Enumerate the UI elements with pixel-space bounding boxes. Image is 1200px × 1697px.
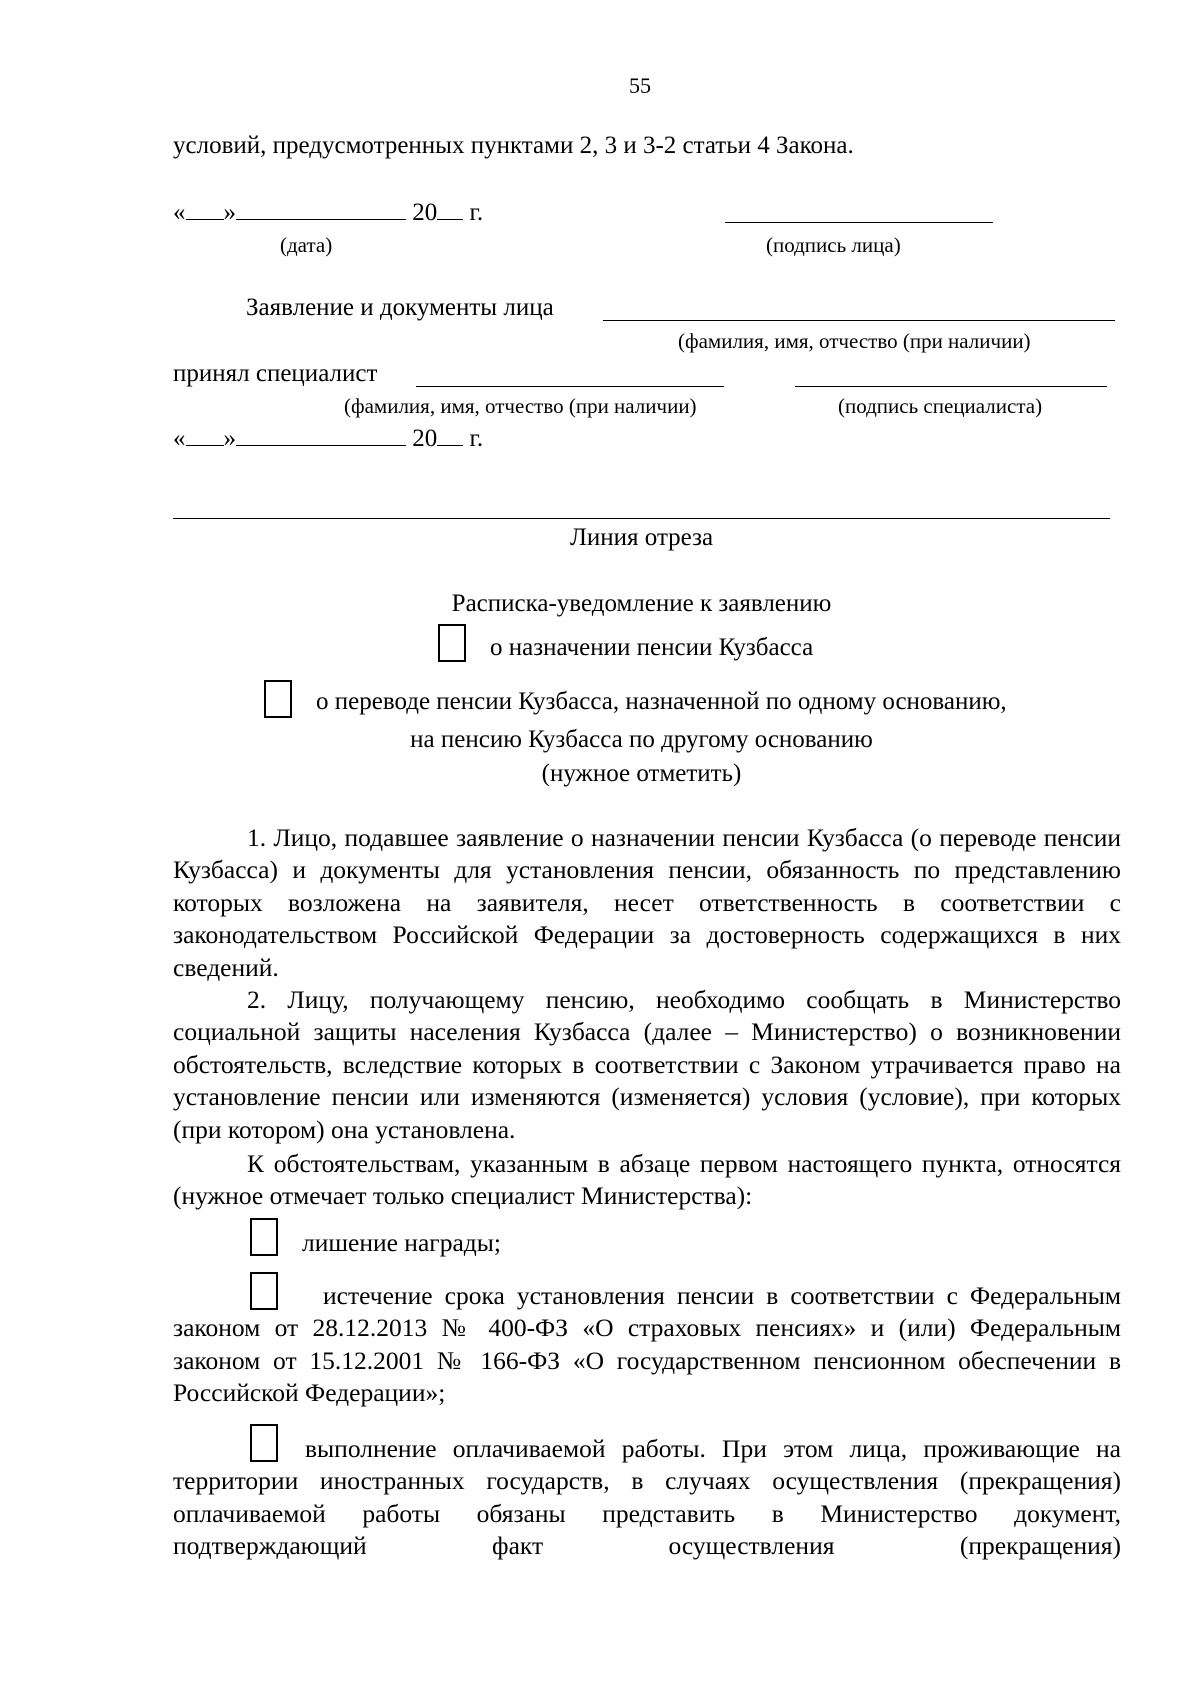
option-transfer-checkbox[interactable] bbox=[264, 680, 292, 718]
paragraph-1: 1. Лицо, подавшее заявление о назначении пенсии Кузбасса (о переводе пенсии Кузбасса) и документы для установления пенсии, обязанность по представлению которых возложена на заявителя, несет ответственность в соответствии с законодательством Российской Федерации за достоверность содержащихся в них сведений. bbox=[173, 823, 1121, 982]
mark-note: (нужное отметить) bbox=[541, 760, 742, 787]
month-blank bbox=[236, 197, 406, 220]
year-blank bbox=[437, 197, 463, 220]
cut-line bbox=[173, 518, 1110, 519]
date-line-1 bbox=[173, 197, 483, 229]
option-transfer-label-line1: о переводе пенсии Кузбасса, назначенной по одному основанию, bbox=[316, 688, 1007, 715]
specialist-fio-line bbox=[416, 386, 724, 387]
quote-close: » bbox=[223, 199, 236, 226]
applicant-fio-line bbox=[603, 320, 1115, 321]
paragraph-2: 2. Лицу, получающему пенсию, необходимо сообщать в Министерство социальной защиты населения Кузбасса (далее – Министерство) о возникновении обстоятельств, вследствие которых в соответствии с Законом утрачивается право на установление пенсии или изменяются (изменяется) условия (условие), при которых (при котором) она установлена. bbox=[173, 985, 1121, 1144]
paragraph-3: К обстоятельствам, указанным в абзаце первом настоящего пункта, относятся (нужное отмечает только специалист Министерства): bbox=[173, 1149, 1121, 1211]
specialist-signature-line bbox=[795, 386, 1107, 387]
item-award-checkbox[interactable] bbox=[250, 1218, 278, 1256]
person-signature-line bbox=[725, 222, 993, 223]
year-prefix-2: 20 bbox=[412, 425, 438, 452]
year-blank-2 bbox=[437, 423, 463, 446]
quote-open-2: « bbox=[173, 425, 186, 452]
receipt-title: Расписка-уведомление к заявлению bbox=[451, 590, 832, 617]
day-blank bbox=[186, 197, 224, 220]
applicant-docs-label: Заявление и документы лица bbox=[246, 294, 554, 321]
item-term-label: истечение срока установления пенсии в соответствии с Федеральным законом от 28.12.2013 № 400-ФЗ «О страховых пенсиях» и (или) Федеральным законом от 15.12.2001 № 166-ФЗ «О государственном пенсионном обеспечении в Российской Федерации»; bbox=[173, 1281, 1121, 1408]
month-blank-2 bbox=[236, 423, 406, 446]
accepted-by-label: принял специалист bbox=[173, 360, 378, 387]
day-blank-2 bbox=[186, 423, 224, 446]
item-work-label: выполнение оплачиваемой работы. При этом лица, проживающие на территории иностранных государств, в случаях осуществления (прекращения) оплачиваемой работы обязаны представить в Министерство документ, подтверждающий факт осуществления (прекращения) bbox=[173, 1434, 1121, 1561]
specialist-fio-label: (фамилия, имя, отчество (при наличии) bbox=[344, 394, 697, 418]
option-assign-label: о назначении пенсии Кузбасса bbox=[490, 634, 814, 661]
date-label: (дата) bbox=[280, 233, 333, 257]
item-award-label: лишение награды; bbox=[302, 1228, 501, 1257]
option-transfer-label-line2: на пенсию Кузбасса по другому основанию bbox=[410, 726, 873, 753]
person-signature-label: (подпись лица) bbox=[766, 233, 901, 257]
option-assign-checkbox[interactable] bbox=[438, 624, 466, 662]
date-line-2 bbox=[173, 423, 483, 455]
year-prefix: 20 bbox=[412, 199, 438, 226]
quote-open: « bbox=[173, 199, 186, 226]
continuation-text: условий, предусмотренных пунктами 2, 3 и 3-2 статьи 4 Закона. bbox=[173, 132, 854, 159]
quote-close-2: » bbox=[223, 425, 236, 452]
applicant-fio-label: (фамилия, имя, отчество (при наличии) bbox=[678, 329, 1031, 353]
page-number: 55 bbox=[629, 73, 651, 98]
year-suffix-2: г. bbox=[469, 425, 484, 452]
specialist-signature-label: (подпись специалиста) bbox=[838, 394, 1043, 418]
cut-line-label: Линия отреза bbox=[569, 524, 714, 551]
year-suffix: г. bbox=[469, 199, 484, 226]
